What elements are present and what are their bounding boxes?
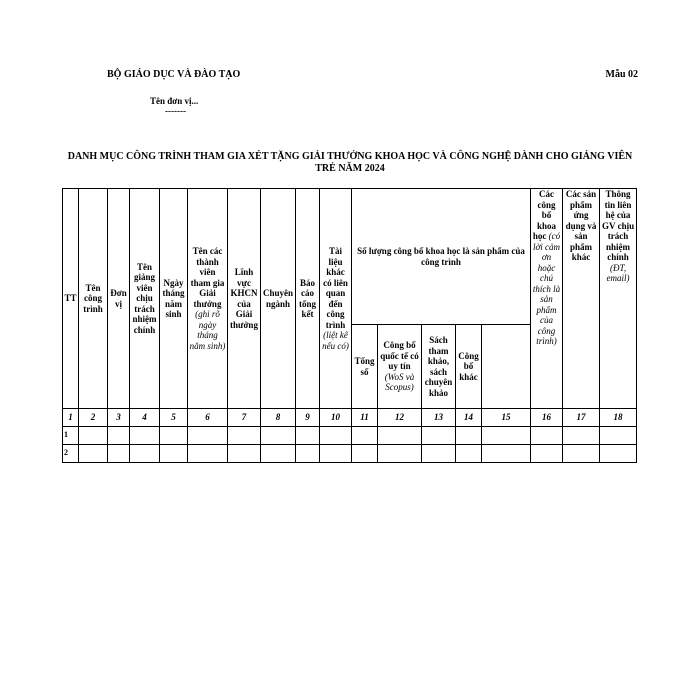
col-number: 15	[482, 409, 531, 427]
table-cell[interactable]	[563, 427, 600, 445]
row-index: 2	[63, 445, 79, 463]
table-cell[interactable]	[228, 445, 261, 463]
col-number: 14	[456, 409, 482, 427]
table-cell[interactable]	[531, 445, 563, 463]
table-cell[interactable]	[261, 445, 296, 463]
table-cell[interactable]	[456, 427, 482, 445]
header-linh-vuc: Lĩnh vực KHCN của Giải thưởng	[228, 189, 261, 409]
table-cell[interactable]	[296, 445, 320, 463]
header-chuyen-nganh: Chuyên ngành	[261, 189, 296, 409]
col-number: 2	[79, 409, 108, 427]
table-cell[interactable]	[456, 445, 482, 463]
table-cell[interactable]	[79, 427, 108, 445]
header-thanh-vien-label: Tên các thành viên tham gia Giải thưởng	[190, 246, 225, 309]
header-quoc-te	[378, 325, 422, 409]
col-number: 3	[108, 409, 130, 427]
header-giang-vien: Tên giảng viên chịu trách nhiệm chính	[130, 189, 160, 409]
header-cac-cong-bo-label: Các công bố khoa học	[532, 189, 557, 241]
row-index: 1	[63, 427, 79, 445]
header-ngay-sinh: Ngày tháng năm sinh	[160, 189, 188, 409]
col-number: 13	[422, 409, 456, 427]
column-number-row	[63, 409, 637, 427]
form-code: Mẫu 02	[605, 69, 638, 80]
col-number: 4	[130, 409, 160, 427]
table-cell[interactable]	[160, 427, 188, 445]
table-cell[interactable]	[422, 445, 456, 463]
table-cell[interactable]	[600, 445, 637, 463]
table-cell[interactable]	[352, 445, 378, 463]
col-number: 11	[352, 409, 378, 427]
header-thanh-vien-note: (ghi rõ ngày tháng năm sinh)	[189, 309, 226, 351]
ministry-name: BỘ GIÁO DỤC VÀ ĐÀO TẠO	[107, 69, 241, 80]
table-cell[interactable]	[261, 427, 296, 445]
col-number: 17	[563, 409, 600, 427]
unit-name-label: Tên đơn vị...	[150, 96, 199, 106]
table-cell[interactable]	[482, 445, 531, 463]
table-cell[interactable]	[320, 427, 352, 445]
header-row-top	[63, 189, 637, 325]
col-number: 16	[531, 409, 563, 427]
table-cell[interactable]	[600, 427, 637, 445]
col-number: 8	[261, 409, 296, 427]
header-tai-lieu-label: Tài liệu khác có liên quan đến công trình	[323, 246, 348, 330]
header-thanh-vien	[188, 189, 228, 409]
header-cac-cong-bo-note: (có lời cảm ơn hoặc chú thích là sản phẩm của công trình)	[532, 231, 561, 346]
header-lien-he-gv-note: (ĐT, email)	[606, 262, 630, 283]
header-quoc-te-label: Công bố quốc tế có uy tín	[380, 340, 419, 372]
table-cell[interactable]	[352, 427, 378, 445]
header-bao-cao: Báo cáo tổng kết	[296, 189, 320, 409]
header-so-luong: Số lượng công bố khoa học là sản phẩm của công trình	[352, 189, 531, 325]
header-lien-he-gv	[600, 189, 637, 409]
header-cong-bo-khac: Công bố khác	[456, 325, 482, 409]
header-tong-so: Tổng số	[352, 325, 378, 409]
col-number: 10	[320, 409, 352, 427]
table-cell[interactable]	[108, 445, 130, 463]
header-tt: TT	[63, 189, 79, 409]
table-cell[interactable]	[160, 445, 188, 463]
header-tai-lieu	[320, 189, 352, 409]
table-cell[interactable]	[188, 427, 228, 445]
table-cell[interactable]	[188, 445, 228, 463]
table-cell[interactable]	[130, 445, 160, 463]
header-lien-he-gv-label: Thông tin liên hệ của GV chịu trách nhiệm chính	[601, 189, 635, 262]
unit-divider: -------	[165, 106, 186, 116]
col-number: 6	[188, 409, 228, 427]
header-quoc-te-note: (WoS và Scopus)	[384, 371, 415, 393]
header-ten-cong-trinh: Tên công trình	[79, 189, 108, 409]
col-number: 12	[378, 409, 422, 427]
table-row	[63, 427, 637, 445]
col-number: 18	[600, 409, 637, 427]
document-title: DANH MỤC CÔNG TRÌNH THAM GIA XÉT TẶNG GIẢI THƯỞNG KHOA HỌC VÀ CÔNG NGHỆ DÀNH CHO GIẢNG VIÊN TRẺ NĂM 2024	[67, 151, 633, 174]
col-number: 9	[296, 409, 320, 427]
works-table	[62, 188, 637, 463]
table-cell[interactable]	[228, 427, 261, 445]
header-cac-cong-bo	[531, 189, 563, 409]
table-row	[63, 445, 637, 463]
table-cell[interactable]	[422, 427, 456, 445]
table-cell[interactable]	[130, 427, 160, 445]
header-tai-lieu-note: (liệt kê nếu có)	[322, 330, 349, 351]
header-san-pham: Các sản phẩm ứng dụng và sản phẩm khác	[563, 189, 600, 409]
col-number: 1	[63, 409, 79, 427]
table-cell[interactable]	[320, 445, 352, 463]
table-cell[interactable]	[79, 445, 108, 463]
table-cell[interactable]	[563, 445, 600, 463]
col-number: 5	[160, 409, 188, 427]
header-don-vi: Đơn vị	[108, 189, 130, 409]
table-cell[interactable]	[108, 427, 130, 445]
table-cell[interactable]	[296, 427, 320, 445]
table-cell[interactable]	[482, 427, 531, 445]
header-sach: Sách tham khảo, sách chuyên khảo	[422, 325, 456, 409]
table-cell[interactable]	[378, 427, 422, 445]
col-number: 7	[228, 409, 261, 427]
table-cell[interactable]	[378, 445, 422, 463]
table-cell[interactable]	[531, 427, 563, 445]
